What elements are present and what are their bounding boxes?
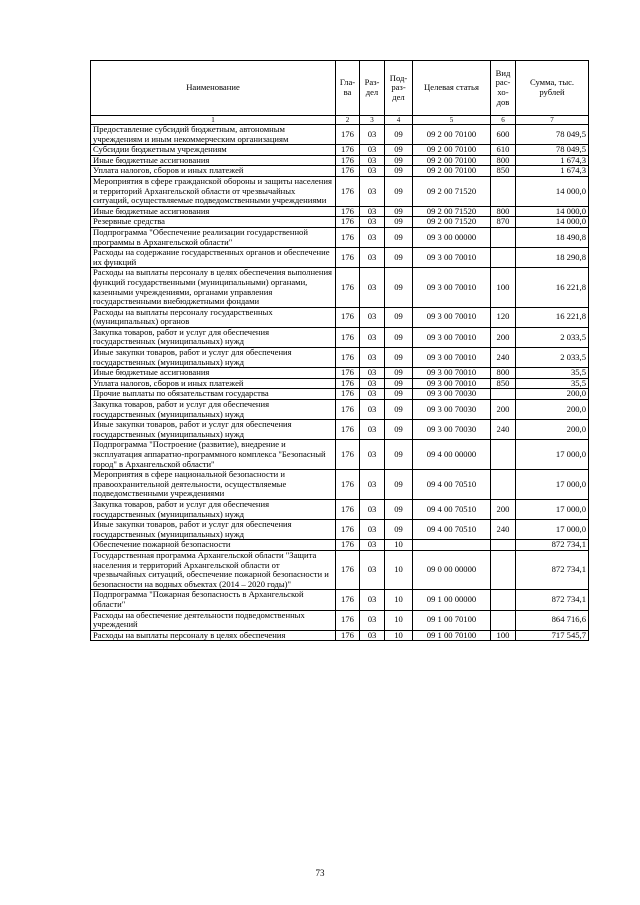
cell-podrazdel: 09 [385, 400, 413, 420]
cell-glava: 176 [336, 630, 360, 641]
table-row [91, 440, 589, 470]
cell-name: Субсидии бюджетным учреждениям [91, 145, 336, 156]
cell-vid-rashodov [491, 227, 516, 247]
header-razdel: Раз-дел [360, 61, 385, 116]
cell-celevaya-statya: 09 3 00 70030 [413, 420, 491, 440]
cell-glava: 176 [336, 217, 360, 228]
cell-razdel: 03 [360, 125, 385, 145]
cell-summa: 14 000,0 [516, 176, 589, 206]
cell-name: Уплата налогов, сборов и иных платежей [91, 166, 336, 177]
cell-summa: 17 000,0 [516, 440, 589, 470]
cell-vid-rashodov: 120 [491, 307, 516, 327]
cell-glava: 176 [336, 389, 360, 400]
cell-razdel: 03 [360, 610, 385, 630]
column-number: 7 [516, 116, 589, 125]
cell-celevaya-statya: 09 3 00 00000 [413, 227, 491, 247]
cell-glava: 176 [336, 155, 360, 166]
cell-celevaya-statya: 09 4 00 70510 [413, 499, 491, 519]
cell-glava: 176 [336, 520, 360, 540]
cell-summa: 17 000,0 [516, 470, 589, 500]
cell-vid-rashodov: 850 [491, 166, 516, 177]
budget-table [90, 60, 589, 641]
cell-celevaya-statya: 09 2 00 70100 [413, 166, 491, 177]
cell-summa: 717 545,7 [516, 630, 589, 641]
table-row [91, 268, 589, 307]
table-row [91, 248, 589, 268]
cell-summa: 872 734,1 [516, 590, 589, 610]
table-row [91, 389, 589, 400]
cell-summa: 200,0 [516, 400, 589, 420]
column-number: 6 [491, 116, 516, 125]
cell-summa: 18 290,8 [516, 248, 589, 268]
table-row [91, 125, 589, 145]
cell-razdel: 03 [360, 155, 385, 166]
cell-vid-rashodov: 200 [491, 327, 516, 347]
cell-celevaya-statya [413, 540, 491, 551]
cell-name: Расходы на выплаты персоналу в целях обеспечения выполнения функций государственными (муниципальными) органами, казенными учреждениями, органами управления государственными внебюджетными фондами [91, 268, 336, 307]
cell-summa: 864 716,6 [516, 610, 589, 630]
budget-table-sheet [90, 60, 588, 641]
cell-podrazdel: 09 [385, 227, 413, 247]
cell-vid-rashodov: 100 [491, 630, 516, 641]
cell-razdel: 03 [360, 176, 385, 206]
cell-podrazdel: 09 [385, 155, 413, 166]
column-number: 3 [360, 116, 385, 125]
column-number: 5 [413, 116, 491, 125]
cell-celevaya-statya: 09 2 00 70100 [413, 155, 491, 166]
cell-vid-rashodov: 800 [491, 206, 516, 217]
cell-razdel: 03 [360, 368, 385, 379]
cell-celevaya-statya: 09 2 00 70100 [413, 125, 491, 145]
cell-podrazdel: 09 [385, 206, 413, 217]
table-row [91, 145, 589, 156]
cell-razdel: 03 [360, 440, 385, 470]
cell-glava: 176 [336, 145, 360, 156]
cell-celevaya-statya: 09 3 00 70010 [413, 368, 491, 379]
header-vid-rashodov: Вид рас-хо-дов [491, 61, 516, 116]
cell-celevaya-statya: 09 3 00 70010 [413, 307, 491, 327]
cell-vid-rashodov [491, 248, 516, 268]
cell-celevaya-statya: 09 1 00 70100 [413, 630, 491, 641]
column-number: 4 [385, 116, 413, 125]
cell-glava: 176 [336, 368, 360, 379]
cell-razdel: 03 [360, 520, 385, 540]
table-row [91, 176, 589, 206]
header-summa: Сумма, тыс. рублей [516, 61, 589, 116]
cell-podrazdel: 09 [385, 368, 413, 379]
cell-podrazdel: 09 [385, 499, 413, 519]
cell-vid-rashodov: 600 [491, 125, 516, 145]
cell-glava: 176 [336, 590, 360, 610]
cell-summa: 17 000,0 [516, 520, 589, 540]
cell-glava: 176 [336, 540, 360, 551]
cell-vid-rashodov [491, 590, 516, 610]
cell-name: Расходы на обеспечение деятельности подведомственных учреждений [91, 610, 336, 630]
header-podrazdel: Под-раз-дел [385, 61, 413, 116]
cell-summa: 872 734,1 [516, 550, 589, 589]
cell-name: Прочие выплаты по обязательствам государства [91, 389, 336, 400]
cell-razdel: 03 [360, 400, 385, 420]
cell-summa: 16 221,8 [516, 268, 589, 307]
cell-celevaya-statya: 09 0 00 00000 [413, 550, 491, 589]
cell-glava: 176 [336, 268, 360, 307]
table-row [91, 630, 589, 641]
cell-celevaya-statya: 09 3 00 70010 [413, 378, 491, 389]
cell-name: Подпрограмма "Пожарная безопасность в Архангельской области" [91, 590, 336, 610]
cell-razdel: 03 [360, 470, 385, 500]
cell-summa: 200,0 [516, 389, 589, 400]
cell-celevaya-statya: 09 4 00 70510 [413, 520, 491, 540]
cell-glava: 176 [336, 420, 360, 440]
cell-razdel: 03 [360, 389, 385, 400]
cell-summa: 14 000,0 [516, 206, 589, 217]
cell-summa: 35,5 [516, 368, 589, 379]
cell-razdel: 03 [360, 378, 385, 389]
table-row [91, 307, 589, 327]
cell-podrazdel: 09 [385, 420, 413, 440]
cell-glava: 176 [336, 610, 360, 630]
page-number: 73 [315, 868, 325, 878]
cell-name: Иные закупки товаров, работ и услуг для обеспечения государственных (муниципальных) нужд [91, 420, 336, 440]
cell-vid-rashodov: 240 [491, 420, 516, 440]
column-number: 2 [336, 116, 360, 125]
cell-razdel: 03 [360, 307, 385, 327]
cell-celevaya-statya: 09 3 00 70030 [413, 389, 491, 400]
cell-podrazdel: 09 [385, 389, 413, 400]
cell-summa: 78 049,5 [516, 145, 589, 156]
cell-glava: 176 [336, 125, 360, 145]
cell-vid-rashodov [491, 176, 516, 206]
cell-celevaya-statya: 09 2 00 70100 [413, 145, 491, 156]
cell-vid-rashodov: 800 [491, 155, 516, 166]
table-row [91, 155, 589, 166]
cell-glava: 176 [336, 499, 360, 519]
cell-name: Расходы на выплаты персоналу в целях обеспечения [91, 630, 336, 641]
cell-name: Закупка товаров, работ и услуг для обеспечения государственных (муниципальных) нужд [91, 499, 336, 519]
cell-vid-rashodov: 850 [491, 378, 516, 389]
cell-podrazdel: 10 [385, 590, 413, 610]
cell-name: Иные закупки товаров, работ и услуг для обеспечения государственных (муниципальных) нужд [91, 348, 336, 368]
table-row [91, 227, 589, 247]
cell-podrazdel: 09 [385, 145, 413, 156]
cell-name: Подпрограмма "Построение (развитие), внедрение и эксплуатация аппаратно-программного комплекса "Безопасный город" в Архангельской области" [91, 440, 336, 470]
table-row [91, 610, 589, 630]
table-row [91, 550, 589, 589]
cell-summa: 35,5 [516, 378, 589, 389]
cell-glava: 176 [336, 206, 360, 217]
cell-glava: 176 [336, 440, 360, 470]
cell-summa: 1 674,3 [516, 166, 589, 177]
cell-celevaya-statya: 09 3 00 70010 [413, 248, 491, 268]
cell-razdel: 03 [360, 420, 385, 440]
cell-summa: 78 049,5 [516, 125, 589, 145]
cell-celevaya-statya: 09 4 00 00000 [413, 440, 491, 470]
cell-name: Закупка товаров, работ и услуг для обеспечения государственных (муниципальных) нужд [91, 400, 336, 420]
cell-podrazdel: 09 [385, 327, 413, 347]
cell-name: Закупка товаров, работ и услуг для обеспечения государственных (муниципальных) нужд [91, 327, 336, 347]
table-row [91, 368, 589, 379]
cell-vid-rashodov [491, 389, 516, 400]
cell-vid-rashodov [491, 440, 516, 470]
cell-podrazdel: 09 [385, 217, 413, 228]
cell-summa: 872 734,1 [516, 540, 589, 551]
cell-vid-rashodov: 100 [491, 268, 516, 307]
column-number: 1 [91, 116, 336, 125]
cell-glava: 176 [336, 307, 360, 327]
cell-razdel: 03 [360, 217, 385, 228]
cell-name: Расходы на выплаты персоналу государственных (муниципальных) органов [91, 307, 336, 327]
table-row [91, 420, 589, 440]
cell-podrazdel: 09 [385, 166, 413, 177]
cell-podrazdel: 09 [385, 125, 413, 145]
cell-celevaya-statya: 09 1 00 00000 [413, 590, 491, 610]
cell-celevaya-statya: 09 3 00 70010 [413, 327, 491, 347]
cell-name: Иные закупки товаров, работ и услуг для обеспечения государственных (муниципальных) нужд [91, 520, 336, 540]
table-row [91, 400, 589, 420]
cell-name: Мероприятия в сфере гражданской обороны и защиты населения и территорий Архангельской области от чрезвычайных ситуаций, осуществляемые подведомственными учреждениями [91, 176, 336, 206]
cell-celevaya-statya: 09 2 00 71520 [413, 217, 491, 228]
cell-podrazdel: 09 [385, 307, 413, 327]
cell-celevaya-statya: 09 3 00 70030 [413, 400, 491, 420]
cell-vid-rashodov: 240 [491, 348, 516, 368]
table-row [91, 378, 589, 389]
cell-glava: 176 [336, 248, 360, 268]
cell-vid-rashodov: 200 [491, 400, 516, 420]
cell-podrazdel: 09 [385, 378, 413, 389]
cell-podrazdel: 10 [385, 610, 413, 630]
cell-podrazdel: 09 [385, 248, 413, 268]
cell-name: Обеспечение пожарной безопасности [91, 540, 336, 551]
cell-name: Уплата налогов, сборов и иных платежей [91, 378, 336, 389]
header-row [91, 61, 589, 116]
cell-razdel: 03 [360, 630, 385, 641]
cell-podrazdel: 10 [385, 630, 413, 641]
cell-name: Государственная программа Архангельской области "Защита населения и территорий Архангельской области от чрезвычайных ситуаций, обеспечение пожарной безопасности и безопасности на водных объектах (2014 – 2020 годы)" [91, 550, 336, 589]
cell-glava: 176 [336, 348, 360, 368]
cell-podrazdel: 09 [385, 268, 413, 307]
cell-glava: 176 [336, 550, 360, 589]
table-row [91, 520, 589, 540]
cell-celevaya-statya: 09 3 00 70010 [413, 268, 491, 307]
cell-razdel: 03 [360, 248, 385, 268]
cell-glava: 176 [336, 176, 360, 206]
cell-vid-rashodov: 240 [491, 520, 516, 540]
header-glava: Гла-ва [336, 61, 360, 116]
cell-name: Резервные средства [91, 217, 336, 228]
cell-name: Расходы на содержание государственных органов и обеспечение их функций [91, 248, 336, 268]
cell-vid-rashodov [491, 540, 516, 551]
cell-celevaya-statya: 09 2 00 71520 [413, 206, 491, 217]
cell-razdel: 03 [360, 166, 385, 177]
cell-podrazdel: 09 [385, 176, 413, 206]
cell-glava: 176 [336, 400, 360, 420]
cell-razdel: 03 [360, 550, 385, 589]
table-row [91, 166, 589, 177]
cell-name: Мероприятия в сфере национальной безопасности и правоохранительной деятельности, осуществляемые подведомственными учреждениями [91, 470, 336, 500]
cell-name: Иные бюджетные ассигнования [91, 368, 336, 379]
cell-celevaya-statya: 09 2 00 71520 [413, 176, 491, 206]
cell-razdel: 03 [360, 348, 385, 368]
cell-razdel: 03 [360, 268, 385, 307]
cell-vid-rashodov [491, 550, 516, 589]
cell-razdel: 03 [360, 327, 385, 347]
header-name: Наименование [91, 61, 336, 116]
cell-summa: 16 221,8 [516, 307, 589, 327]
cell-razdel: 03 [360, 206, 385, 217]
cell-glava: 176 [336, 327, 360, 347]
table-row [91, 327, 589, 347]
cell-podrazdel: 09 [385, 440, 413, 470]
cell-vid-rashodov: 870 [491, 217, 516, 228]
table-row [91, 206, 589, 217]
table-row [91, 348, 589, 368]
cell-razdel: 03 [360, 227, 385, 247]
cell-celevaya-statya: 09 4 00 70510 [413, 470, 491, 500]
cell-summa: 14 000,0 [516, 217, 589, 228]
cell-razdel: 03 [360, 499, 385, 519]
header-celevaya-statya: Целевая статья [413, 61, 491, 116]
cell-celevaya-statya: 09 3 00 70010 [413, 348, 491, 368]
cell-summa: 200,0 [516, 420, 589, 440]
cell-razdel: 03 [360, 590, 385, 610]
cell-name: Подпрограмма "Обеспечение реализации государственной программы в Архангельской области" [91, 227, 336, 247]
table-body [91, 125, 589, 641]
cell-glava: 176 [336, 166, 360, 177]
cell-podrazdel: 10 [385, 540, 413, 551]
cell-summa: 2 033,5 [516, 327, 589, 347]
cell-razdel: 03 [360, 145, 385, 156]
table-row [91, 590, 589, 610]
cell-vid-rashodov: 200 [491, 499, 516, 519]
cell-vid-rashodov: 800 [491, 368, 516, 379]
cell-celevaya-statya: 09 1 00 70100 [413, 610, 491, 630]
table-row [91, 470, 589, 500]
cell-name: Иные бюджетные ассигнования [91, 155, 336, 166]
cell-summa: 2 033,5 [516, 348, 589, 368]
cell-vid-rashodov [491, 470, 516, 500]
cell-glava: 176 [336, 227, 360, 247]
cell-podrazdel: 09 [385, 348, 413, 368]
cell-summa: 18 490,8 [516, 227, 589, 247]
cell-summa: 1 674,3 [516, 155, 589, 166]
cell-vid-rashodov: 610 [491, 145, 516, 156]
cell-summa: 17 000,0 [516, 499, 589, 519]
table-row [91, 540, 589, 551]
cell-glava: 176 [336, 470, 360, 500]
table-row [91, 499, 589, 519]
table-row [91, 217, 589, 228]
cell-vid-rashodov [491, 610, 516, 630]
cell-podrazdel: 10 [385, 550, 413, 589]
cell-name: Предоставление субсидий бюджетным, автономным учреждениям и иным некоммерческим организациям [91, 125, 336, 145]
cell-podrazdel: 09 [385, 470, 413, 500]
cell-glava: 176 [336, 378, 360, 389]
cell-razdel: 03 [360, 540, 385, 551]
cell-name: Иные бюджетные ассигнования [91, 206, 336, 217]
column-number-row [91, 116, 589, 125]
cell-podrazdel: 09 [385, 520, 413, 540]
